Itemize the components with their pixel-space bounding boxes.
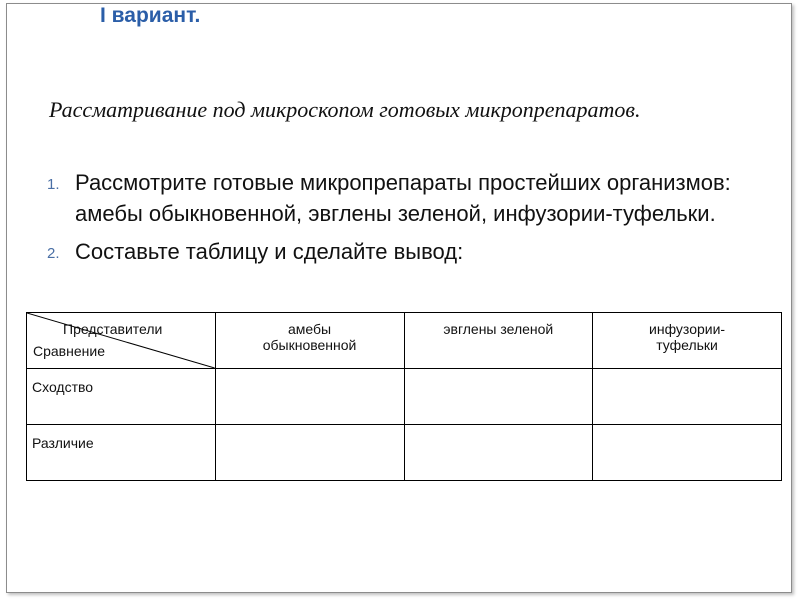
instruction-text: Составьте таблицу и сделайте вывод: [75, 239, 464, 264]
table-cell[interactable] [593, 369, 782, 425]
column-header: эвглены зеленой [404, 313, 593, 369]
slide-frame [6, 3, 792, 593]
instruction-text: Рассмотрите готовые микропрепараты простейших организмов: амебы обыкновенной, эвглены зеленой, инфузории-туфельки. [75, 170, 731, 226]
table-header-row [27, 313, 782, 369]
column-header: инфузории-туфельки [593, 313, 782, 369]
row-header: Различие [27, 425, 216, 481]
corner-label-comparison: Сравнение [33, 343, 105, 359]
table-cell[interactable] [215, 369, 404, 425]
slide-title: I вариант. [100, 4, 201, 27]
table-row [27, 369, 782, 425]
slide-subtitle: Рассматривание под микроскопом готовых микропрепаратов. [49, 97, 641, 122]
instruction-list [47, 167, 767, 274]
column-header: амебы обыкновенной [215, 313, 404, 369]
instruction-number: 1. [47, 176, 60, 193]
table-cell[interactable] [404, 369, 593, 425]
table-row [27, 425, 782, 481]
corner-label-representatives: Представители [63, 321, 163, 337]
table-cell[interactable] [404, 425, 593, 481]
row-header: Сходство [27, 369, 216, 425]
table-cell[interactable] [215, 425, 404, 481]
table-cell[interactable] [593, 425, 782, 481]
table-corner-cell [27, 313, 216, 369]
instruction-number: 2. [47, 245, 60, 262]
comparison-table [26, 312, 782, 481]
instruction-item [47, 236, 767, 267]
instruction-item [47, 167, 767, 229]
